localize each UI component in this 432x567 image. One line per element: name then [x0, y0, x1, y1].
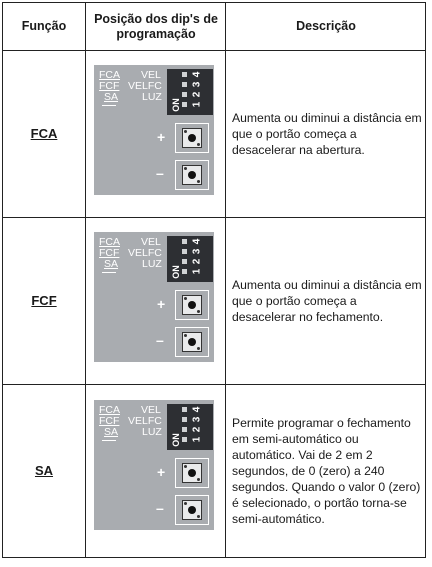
function-label-fcf: FCF — [31, 293, 57, 308]
panel-label-luz: LUZ — [142, 91, 162, 103]
header-descricao: Descrição — [296, 19, 356, 33]
plus-button[interactable] — [175, 123, 209, 153]
panel-label-vel: VEL — [141, 69, 161, 81]
plus-button[interactable] — [175, 458, 209, 488]
dip-switch[interactable] — [182, 427, 187, 432]
button-dot-icon — [188, 171, 196, 179]
plus-button[interactable] — [175, 290, 209, 320]
panel-label-fcf: FCF — [99, 415, 120, 427]
dip-switch[interactable] — [182, 269, 187, 274]
dip-panel — [94, 65, 214, 195]
dip-switch[interactable] — [182, 239, 187, 244]
dip-switch[interactable] — [182, 407, 187, 412]
dip-panel — [94, 400, 214, 530]
button-dot-icon — [188, 506, 196, 514]
dip-panel — [94, 232, 214, 362]
dip-number: 2 — [191, 91, 203, 98]
minus-button[interactable] — [175, 495, 209, 525]
dip-number: 4 — [191, 406, 203, 413]
description-sa: Permite programar o fechamento em semi-automático ou automático. Vai de 2 em 2 segundos, de 0 (zero) a 240 segundos. Quando o valor 0 (zero) é selecionado, o portão torna-se semi-automático. — [232, 415, 421, 526]
dip-switch[interactable] — [182, 437, 187, 442]
header-posicao: Posição dos dip's de programação — [94, 11, 218, 41]
plus-sign: + — [157, 464, 166, 480]
panel-label-velfc: VELFC — [128, 247, 162, 259]
dip-number: 3 — [191, 248, 203, 255]
minus-sign: – — [156, 165, 164, 181]
panel-label-fcf: FCF — [99, 80, 120, 92]
plus-sign: + — [157, 129, 166, 145]
dip-on-label: ON — [170, 433, 181, 447]
dip-switch[interactable] — [182, 249, 187, 254]
programming-table — [2, 2, 426, 558]
button-dot-icon — [188, 338, 196, 346]
panel-label-velfc: VELFC — [128, 415, 162, 427]
panel-label-luz: LUZ — [142, 258, 162, 270]
panel-dash — [102, 440, 116, 441]
button-dot-icon — [188, 301, 196, 309]
function-label-fca: FCA — [30, 126, 58, 141]
function-label-sa: SA — [34, 463, 54, 478]
panel-label-fca: FCA — [99, 236, 120, 248]
column-divider — [225, 3, 226, 557]
plus-sign: + — [157, 296, 166, 312]
header-funcao: Função — [21, 19, 67, 33]
dip-switch[interactable] — [182, 92, 187, 97]
panel-label-sa: SA — [104, 426, 119, 438]
panel-label-fcf: FCF — [99, 247, 120, 259]
description-fca: Aumenta ou diminui a distância em que o portão começa a desacelerar na abertura. — [232, 110, 422, 157]
button-dot-icon — [188, 134, 196, 142]
description-fcf: Aumenta ou diminui a distância em que o portão começa a desacelerar no fechamento. — [232, 277, 422, 324]
dip-number: 1 — [191, 436, 203, 443]
column-divider — [85, 3, 86, 557]
panel-dash — [102, 105, 116, 106]
dip-switch[interactable] — [182, 72, 187, 77]
dip-number: 1 — [191, 101, 203, 108]
panel-dash — [102, 272, 116, 273]
panel-label-vel: VEL — [141, 236, 161, 248]
minus-sign: – — [156, 332, 164, 348]
dip-switch[interactable] — [182, 82, 187, 87]
dip-switch[interactable] — [182, 417, 187, 422]
dip-on-label: ON — [170, 98, 181, 112]
minus-button[interactable] — [175, 327, 209, 357]
dip-switch[interactable] — [182, 259, 187, 264]
dip-number: 1 — [191, 268, 203, 275]
button-dot-icon — [188, 469, 196, 477]
panel-label-sa: SA — [104, 258, 119, 270]
panel-label-sa: SA — [104, 91, 119, 103]
dip-number: 3 — [191, 416, 203, 423]
dip-switch-block[interactable] — [167, 69, 213, 115]
dip-number: 3 — [191, 81, 203, 88]
panel-label-fca: FCA — [99, 69, 120, 81]
dip-number: 2 — [191, 258, 203, 265]
dip-number: 4 — [191, 71, 203, 78]
dip-number: 2 — [191, 426, 203, 433]
panel-label-velfc: VELFC — [128, 80, 162, 92]
dip-switch-block[interactable] — [167, 404, 213, 450]
panel-label-luz: LUZ — [142, 426, 162, 438]
dip-switch[interactable] — [182, 102, 187, 107]
panel-label-vel: VEL — [141, 404, 161, 416]
minus-sign: – — [156, 500, 164, 516]
dip-number: 4 — [191, 238, 203, 245]
dip-on-label: ON — [170, 265, 181, 279]
minus-button[interactable] — [175, 160, 209, 190]
panel-label-fca: FCA — [99, 404, 120, 416]
dip-switch-block[interactable] — [167, 236, 213, 282]
